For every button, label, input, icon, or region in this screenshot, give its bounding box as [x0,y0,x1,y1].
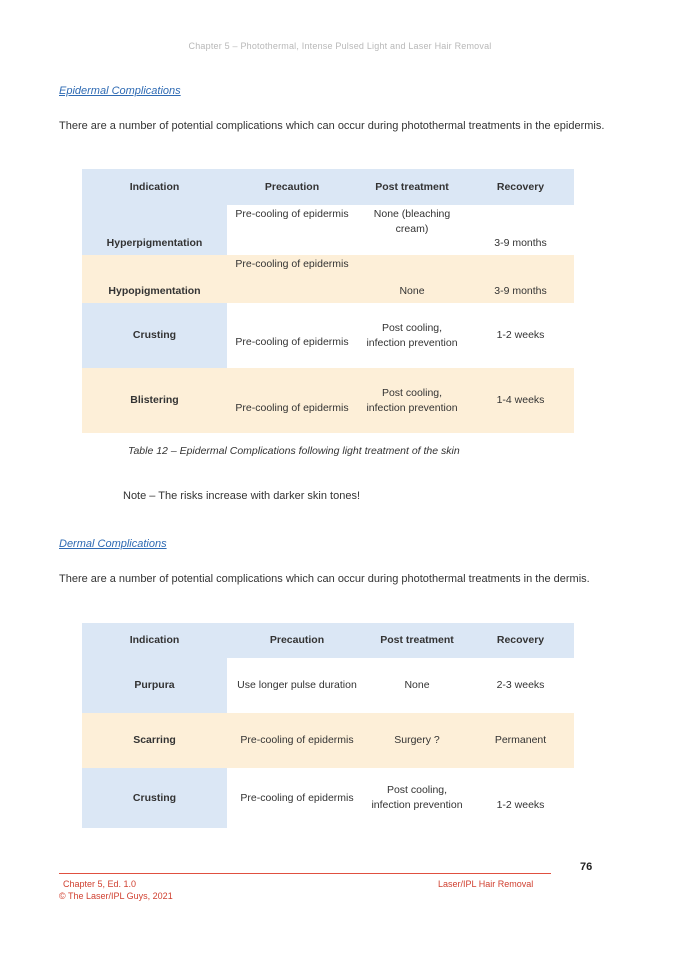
dermal-intro: There are a number of potential complications which can occur during photothermal treatments in the dermis. [59,573,590,585]
table-header-row [82,169,574,205]
recovery-cell: Permanent [467,713,574,768]
precaution-cell: Pre-cooling of epidermis [227,713,367,768]
column-header: Recovery [467,169,574,205]
post-treatment-cell: Post cooling, infection prevention [357,368,467,433]
column-header: Recovery [467,623,574,658]
footer-divider [59,873,551,874]
table-row [82,303,574,368]
post-treatment-cell: None (bleaching cream) [357,205,467,255]
table-caption: Table 12 – Epidermal Complications following light treatment of the skin [128,445,460,457]
dermal-heading: Dermal Complications [59,538,167,550]
table-row [82,713,574,768]
footer-copyright: © The Laser/IPL Guys, 2021 [59,891,173,901]
table-row [82,768,574,828]
recovery-cell: 1-2 weeks [467,303,574,368]
recovery-cell: 1-2 weeks [467,768,574,828]
table-row [82,205,574,255]
indication-cell: Crusting [82,768,227,828]
column-header: Post treatment [357,169,467,205]
recovery-cell: 1-4 weeks [467,368,574,433]
column-header: Precaution [227,169,357,205]
epidermal-intro: There are a number of potential complications which can occur during photothermal treatments in the epidermis. [59,120,605,132]
table-header-row [82,623,574,658]
running-header: Chapter 5 – Photothermal, Intense Pulsed Light and Laser Hair Removal [188,41,492,51]
dermal-table [82,623,574,828]
recovery-cell: 3-9 months [467,205,574,255]
skin-tone-note: Note – The risks increase with darker skin tones! [123,490,361,502]
post-treatment-cell: None [357,255,467,303]
precaution-cell: Pre-cooling of epidermis [227,368,357,433]
indication-cell: Purpura [82,658,227,713]
table-row [82,658,574,713]
recovery-cell: 3-9 months [467,255,574,303]
precaution-cell: Pre-cooling of epidermis [227,768,367,828]
table-row [82,368,574,433]
column-header: Precaution [227,623,367,658]
table-row [82,255,574,303]
column-header: Indication [82,623,227,658]
column-header: Indication [82,169,227,205]
precaution-cell: Use longer pulse duration [227,658,367,713]
precaution-cell: Pre-cooling of epidermis [227,255,357,303]
recovery-cell: 2-3 weeks [467,658,574,713]
indication-cell: Hyperpigmentation [82,205,227,255]
indication-cell: Scarring [82,713,227,768]
precaution-cell: Pre-cooling of epidermis [227,303,357,368]
post-treatment-cell: Surgery ? [367,713,467,768]
indication-cell: Hypopigmentation [82,255,227,303]
page-number: 76 [580,861,593,873]
epidermal-table [82,169,574,433]
post-treatment-cell: None [367,658,467,713]
footer-title: Laser/IPL Hair Removal [438,879,534,889]
indication-cell: Blistering [82,368,227,433]
precaution-cell: Pre-cooling of epidermis [227,205,357,255]
epidermal-heading: Epidermal Complications [59,85,181,97]
footer-chapter: Chapter 5, Ed. 1.0 [63,879,137,889]
column-header: Post treatment [367,623,467,658]
indication-cell: Crusting [82,303,227,368]
post-treatment-cell: Post cooling, infection prevention [367,768,467,828]
post-treatment-cell: Post cooling, infection prevention [357,303,467,368]
